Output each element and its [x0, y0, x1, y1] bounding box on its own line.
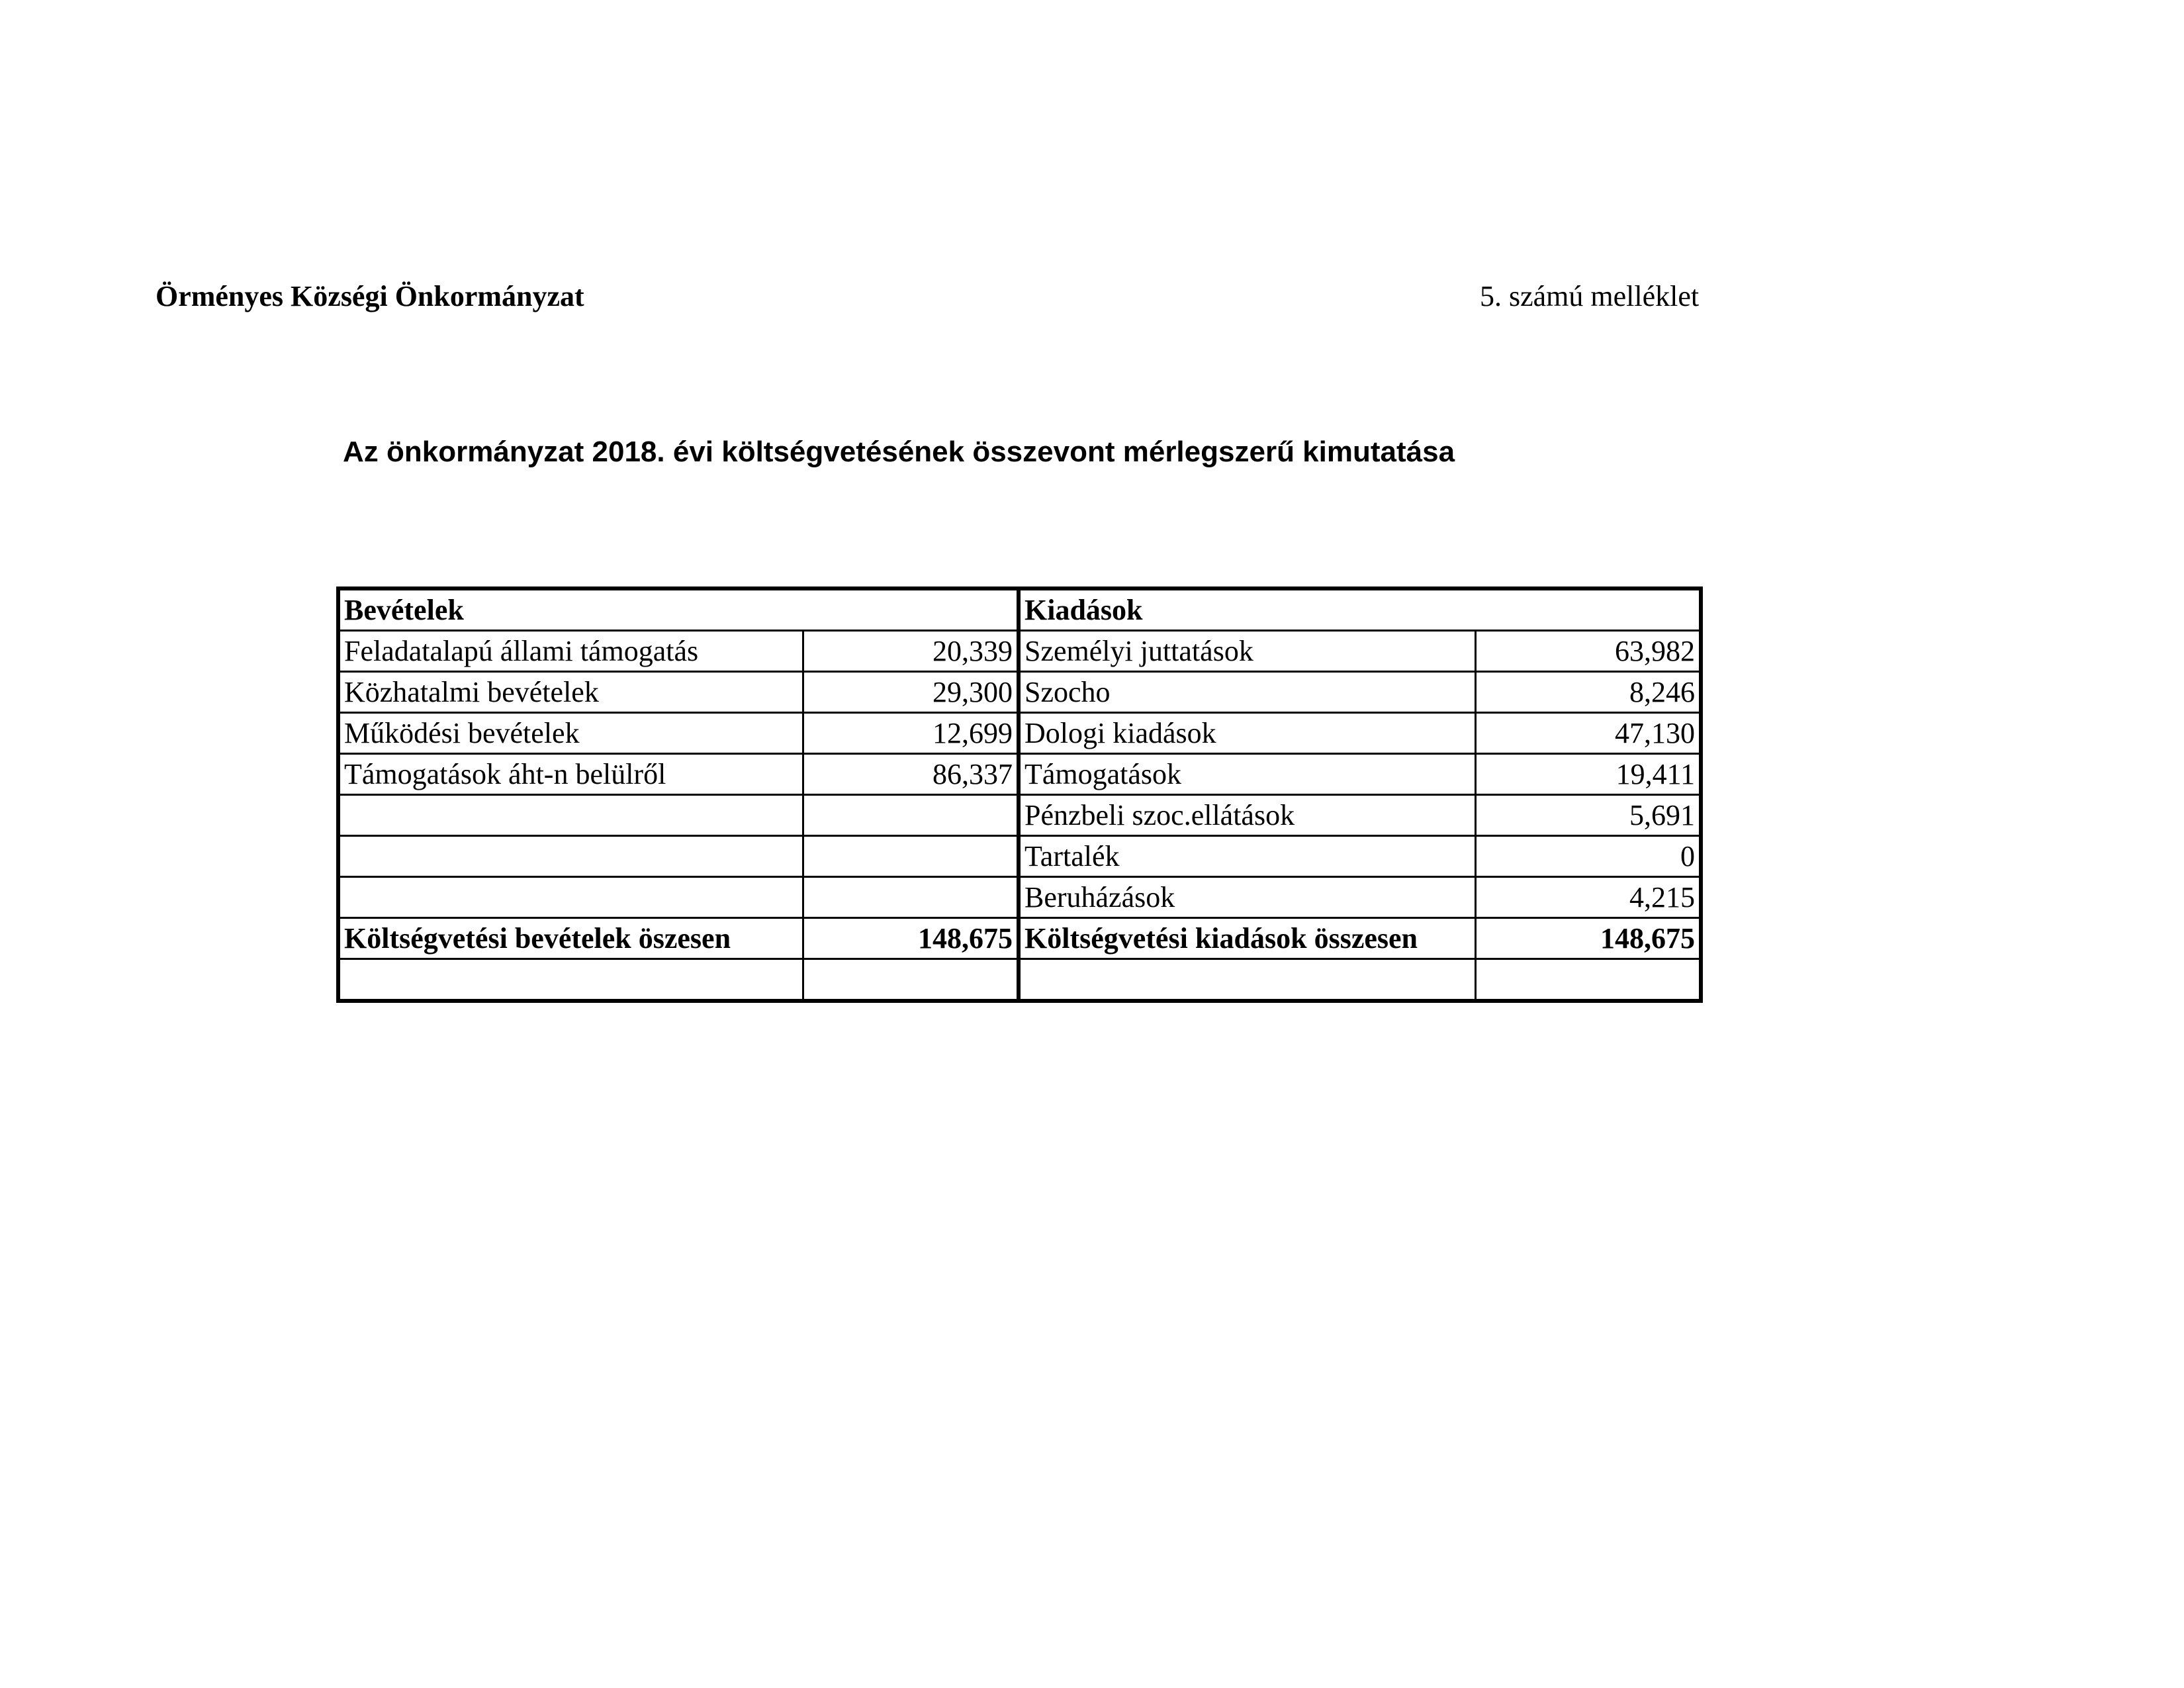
revenue-total-value: 148,675	[803, 918, 1019, 959]
empty-cell	[1475, 959, 1701, 1002]
expense-label: Támogatások	[1019, 754, 1475, 795]
revenue-value: 20,339	[803, 631, 1019, 672]
revenue-label: Közhatalmi bevételek	[338, 672, 803, 713]
revenue-label: Működési bevételek	[338, 713, 803, 754]
expense-value: 4,215	[1475, 877, 1701, 918]
revenue-label: Feladatalapú állami támogatás	[338, 631, 803, 672]
revenue-value: 29,300	[803, 672, 1019, 713]
empty-cell	[803, 959, 1019, 1002]
totals-row	[338, 918, 1701, 959]
revenue-value: 86,337	[803, 754, 1019, 795]
table-row	[338, 795, 1701, 836]
expense-label: Pénzbeli szoc.ellátások	[1019, 795, 1475, 836]
empty-row	[338, 959, 1701, 1002]
revenue-total-label: Költségvetési bevételek öszesen	[338, 918, 803, 959]
revenue-label	[338, 836, 803, 877]
expense-label: Tartalék	[1019, 836, 1475, 877]
expense-label: Szocho	[1019, 672, 1475, 713]
document-title: Az önkormányzat 2018. évi költségvetésének összevont mérlegszerű kimutatása	[343, 436, 1455, 468]
expense-value: 0	[1475, 836, 1701, 877]
balance-table	[336, 586, 1703, 1003]
organization-name: Örményes Községi Önkormányzat	[156, 280, 584, 312]
revenue-header: Bevételek	[338, 588, 1019, 631]
annex-label: 5. számú melléklet	[1480, 280, 1700, 312]
table-row	[338, 836, 1701, 877]
expense-value: 47,130	[1475, 713, 1701, 754]
expense-value: 63,982	[1475, 631, 1701, 672]
revenue-label	[338, 877, 803, 918]
revenue-label	[338, 795, 803, 836]
expense-header: Kiadások	[1019, 588, 1701, 631]
table-header-row	[338, 588, 1701, 631]
revenue-value	[803, 877, 1019, 918]
revenue-value: 12,699	[803, 713, 1019, 754]
revenue-value	[803, 795, 1019, 836]
expense-label: Dologi kiadások	[1019, 713, 1475, 754]
expense-total-label: Költségvetési kiadások összesen	[1019, 918, 1475, 959]
expense-label: Beruházások	[1019, 877, 1475, 918]
empty-cell	[1019, 959, 1475, 1002]
table-row	[338, 713, 1701, 754]
revenue-value	[803, 836, 1019, 877]
empty-cell	[338, 959, 803, 1002]
revenue-label: Támogatások áht-n belülről	[338, 754, 803, 795]
expense-value: 19,411	[1475, 754, 1701, 795]
table-row	[338, 877, 1701, 918]
table-row	[338, 631, 1701, 672]
table-row	[338, 672, 1701, 713]
expense-total-value: 148,675	[1475, 918, 1701, 959]
table-row	[338, 754, 1701, 795]
expense-value: 8,246	[1475, 672, 1701, 713]
expense-value: 5,691	[1475, 795, 1701, 836]
expense-label: Személyi juttatások	[1019, 631, 1475, 672]
